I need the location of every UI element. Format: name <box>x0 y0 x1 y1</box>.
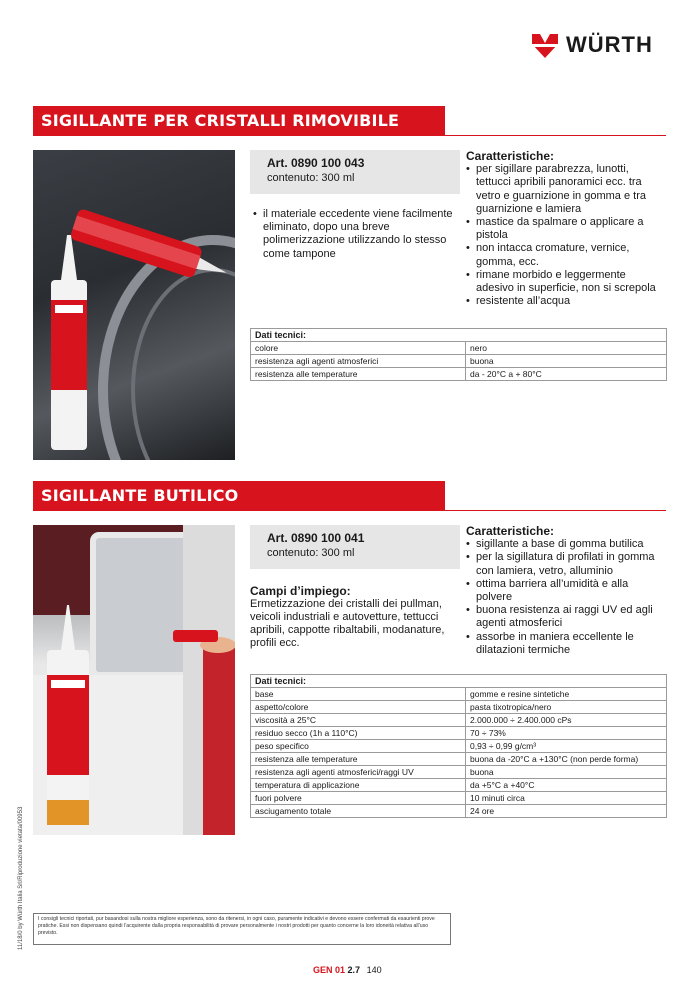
tech-value: 24 ore <box>466 805 667 818</box>
tech-label: resistenza alle temperature <box>251 753 466 766</box>
tech-value: 0,93 ÷ 0,99 g/cm³ <box>466 740 667 753</box>
wurth-logo <box>530 28 670 62</box>
section1-note <box>253 208 458 261</box>
tech-label: asciugamento totale <box>251 805 466 818</box>
section2-article-number: Art. 0890 100 041 <box>267 531 365 545</box>
table-row <box>251 727 667 740</box>
section1-feature-item: • resistente all’acqua <box>466 295 666 308</box>
footer-section: GEN 01 <box>313 965 346 975</box>
tech-value: da - 20°C a + 80°C <box>466 368 667 381</box>
section1-article-number: Art. 0890 100 043 <box>267 156 365 170</box>
section2-feature-item: • buona resistenza ai raggi UV ed agli agenti atmosferici <box>466 604 666 630</box>
table-row <box>251 714 667 727</box>
section2-product-photo <box>33 525 235 835</box>
tech-label: aspetto/colore <box>251 701 466 714</box>
section2-title: SIGILLANTE BUTILICO <box>33 481 445 511</box>
disclaimer-box <box>33 913 451 945</box>
section1-features <box>466 150 666 308</box>
table-row <box>251 766 667 779</box>
section2-tech-title: Dati tecnici: <box>251 675 667 688</box>
section1-product-photo <box>33 150 235 460</box>
table-row <box>251 805 667 818</box>
wurth-logo-icon <box>530 30 560 60</box>
page-footer <box>313 965 382 975</box>
section1-feature-item: • rimane morbido e leggermente adesivo in superficie, non si screpola <box>466 269 666 295</box>
table-row <box>251 740 667 753</box>
tech-label: temperatura di applicazione <box>251 779 466 792</box>
section2-rule <box>33 510 666 511</box>
tech-value: gomme e resine sintetiche <box>466 688 667 701</box>
table-row <box>251 688 667 701</box>
tech-label: resistenza alle temperature <box>251 368 466 381</box>
section1-tech-title: Dati tecnici: <box>251 329 667 342</box>
disclaimer-text: I consigli tecnici riportati, pur basandosi sulla nostra migliore esperienza, sono da ritenersi, in ogni caso, puramente indicativi e devono essere confermati da esaurienti prove pratiche. Essi non dispensano quindi l’acquirente dalla propria responsabilità di provare personalmente i nostri prodotti per quanto concerne la loro idoneità relativa all’uso previsto. <box>38 916 435 936</box>
tech-label: resistenza agli agenti atmosferici/raggi UV <box>251 766 466 779</box>
section2-feature-item: • sigillante a base di gomma butilica <box>466 538 666 551</box>
tech-value: buona <box>466 355 667 368</box>
tech-value: 70 ÷ 73% <box>466 727 667 740</box>
table-row <box>251 792 667 805</box>
tech-value: buona <box>466 766 667 779</box>
section2-feature-item: • assorbe in maniera eccellente le dilatazioni termiche <box>466 631 666 657</box>
brand-name: WÜRTH <box>566 32 653 57</box>
section1-feature-item: • mastice da spalmare o applicare a pistola <box>466 216 666 242</box>
tech-label: residuo secco (1h a 110°C) <box>251 727 466 740</box>
section2-content: contenuto: 300 ml <box>267 547 355 559</box>
section1-feature-item: • non intacca cromature, vernice, gomma, ecc. <box>466 242 666 268</box>
table-row <box>251 368 667 381</box>
tech-value: 2.000.000 ÷ 2.400.000 cPs <box>466 714 667 727</box>
section2-tech-table <box>250 674 667 818</box>
section1-content: contenuto: 300 ml <box>267 172 355 184</box>
tech-value: 10 minuti circa <box>466 792 667 805</box>
section1-note-item: • il materiale eccedente viene facilmente eliminato, dopo una breve polimerizzazione utilizzando lo stesso come tampone <box>253 208 458 261</box>
section2-header <box>33 481 666 511</box>
section1-rule <box>33 135 666 136</box>
section2-article-box <box>250 525 460 569</box>
section2-uses-title: Campi d’impiego: <box>250 584 351 598</box>
section1-tech-table <box>250 328 667 381</box>
tech-value: da +5°C a +40°C <box>466 779 667 792</box>
section1-article-box <box>250 150 460 194</box>
tech-label: fuori polvere <box>251 792 466 805</box>
footer-chapter: 2.7 <box>347 965 361 975</box>
tech-label: resistenza agli agenti atmosferici <box>251 355 466 368</box>
table-row <box>251 779 667 792</box>
section2-feature-item: • ottima barriera all’umidità e alla polvere <box>466 578 666 604</box>
section2-features <box>466 525 666 657</box>
tech-label: peso specifico <box>251 740 466 753</box>
tech-label: viscosità a 25°C <box>251 714 466 727</box>
tech-label: colore <box>251 342 466 355</box>
section2-uses-text: Ermetizzazione dei cristalli dei pullman, veicoli industriali e autovetture, tettucci apribili, cappotte ribaltabili, modanature, profili ecc. <box>250 598 445 650</box>
table-row <box>251 753 667 766</box>
section2-feature-item: • per la sigillatura di profilati in gomma con lamiera, vetro, alluminio <box>466 551 666 577</box>
section2-features-title: Caratteristiche: <box>466 524 555 538</box>
table-row <box>251 342 667 355</box>
section1-header <box>33 106 666 136</box>
tech-value: pasta tixotropica/nero <box>466 701 667 714</box>
section2-uses <box>250 585 460 650</box>
section1-features-title: Caratteristiche: <box>466 149 555 163</box>
section1-title: SIGILLANTE PER CRISTALLI RIMOVIBILE <box>33 106 445 136</box>
tech-value: nero <box>466 342 667 355</box>
side-code: 11/18/0 by Würth Italia Srl/Riproduzione vietata/00953 <box>18 806 24 950</box>
footer-page-number: 140 <box>366 965 382 975</box>
tech-label: base <box>251 688 466 701</box>
tech-value: buona da -20°C a +130°C (non perde forma) <box>466 753 667 766</box>
section1-feature-item: • per sigillare parabrezza, lunotti, tettucci apribili panoramici ecc. tra vetro e guarnizione in gomma e tra guarnizione e lamiera <box>466 163 666 216</box>
table-row <box>251 701 667 714</box>
table-row <box>251 355 667 368</box>
